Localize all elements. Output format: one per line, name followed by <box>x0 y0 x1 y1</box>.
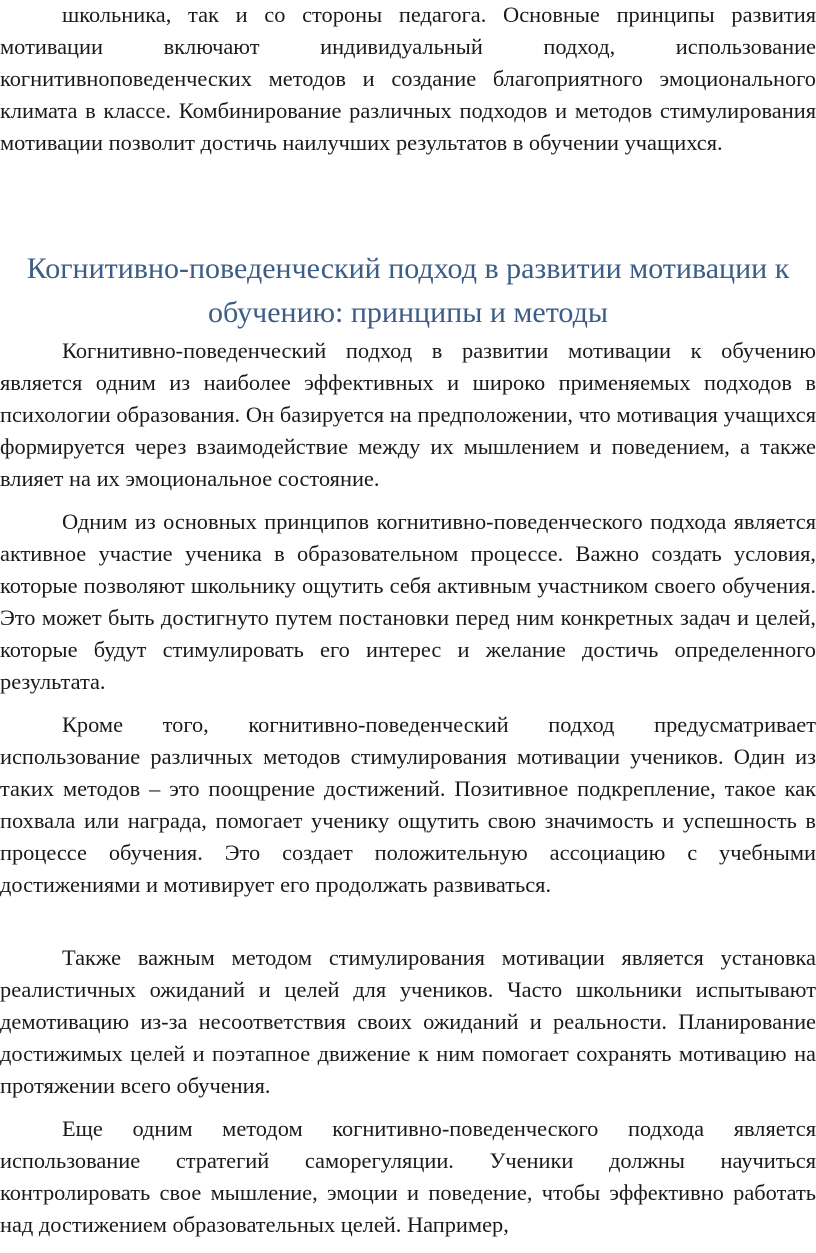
body-paragraph-2: Одним из основных принципов когнитивно-поведенческого подхода является активное участие ученика в образовательном процессе. Важно создать условия, которые позволяют школьнику ощутить себя активным участником своего обучения. Это может быть достигнуто путем постановки перед ним конкретных задач и целей, которые будут стимулировать его интерес и желание достичь определенного результата. <box>0 509 816 694</box>
body-paragraph-3: Кроме того, когнитивно-поведенческий подход предусматривает использование различных методов стимулирования мотивации учеников. Один из таких методов – это поощрение достижений. Позитивное подкрепление, такое как похвала или награда, помогает ученику ощутить свою значимость и успешность в процессе обучения. Это создает положительную ассоциацию с учебными достижениями и мотивирует его продолжать развиваться. <box>0 712 816 897</box>
body-paragraph-5: Еще одним методом когнитивно-поведенческого подхода является использование стратегий саморегуляции. Ученики должны научиться контролировать свое мышление, эмоции и поведение, чтобы эффективно работать над достижением образовательных целей. Например, <box>0 1116 816 1237</box>
section-title: Когнитивно-поведенческий подход в развитии мотивации к обучению: принципы и методы <box>26 252 790 329</box>
intro-paragraph: школьника, так и со стороны педагога. Основные принципы развития мотивации включают индивидуальный подход, использование когнитивноповеденческих методов и создание благоприятного эмоционального климата в классе. Комбинирование различных подходов и методов стимулирования мотивации позволит достичь наилучших результатов в обучении учащихся. <box>0 2 816 155</box>
body-paragraph-1: Когнитивно-поведенческий подход в развитии мотивации к обучению является одним из наиболее эффективных и широко применяемых подходов в психологии образования. Он базируется на предположении, что мотивация учащихся формируется через взаимодействие между их мышлением и поведением, а также влияет на их эмоциональное состояние. <box>0 338 816 491</box>
body-paragraph-4: Также важным методом стимулирования мотивации является установка реалистичных ожиданий и целей для учеников. Часто школьники испытывают демотивацию из-за несоответствия своих ожиданий и реальности. Планирование достижимых целей и поэтапное движение к ним помогает сохранять мотивацию на протяжении всего обучения. <box>0 945 816 1098</box>
